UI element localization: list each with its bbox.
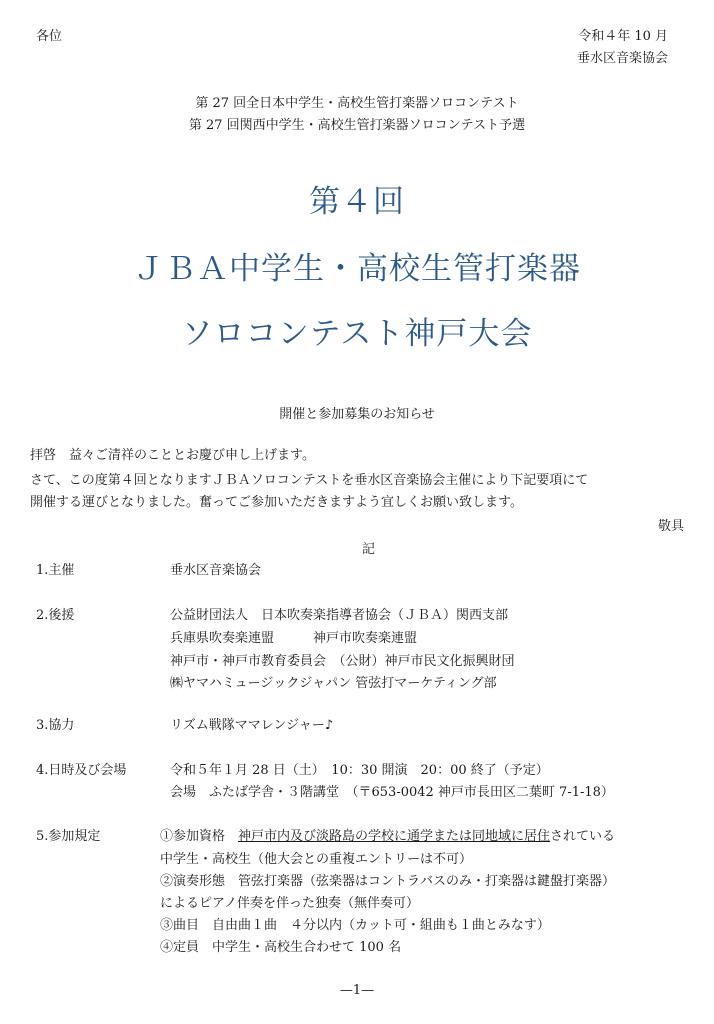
section-4-label: 4.日時及び会場 xyxy=(36,763,127,778)
page-number: —1— xyxy=(339,983,375,998)
section-4-line-2: 会場 ふたば学舎・３階講堂 （〒653-0042 神戸市長田区二葉町 7-1-18） xyxy=(170,785,614,800)
section-2-line-3: 神戸市・神戸市教育委員会 （公財）神戸市民文化振興財団 xyxy=(170,654,515,669)
subtitle: 開催と参加募集のお知らせ xyxy=(279,407,435,422)
title-line-2: ＪＢＡ中学生・高校生管打楽器 xyxy=(133,251,581,287)
preface-line-1: 第 27 回全日本中学生・高校生管打楽器ソロコンテスト xyxy=(195,96,519,111)
addressee: 各位 xyxy=(36,29,63,44)
section-3-label: 3.協力 xyxy=(36,718,75,733)
section-5-line-1 xyxy=(160,825,615,844)
section-5-line-6: ④定員 中学生・高校生合わせて 100 名 xyxy=(160,940,402,955)
eligibility-prefix: ①参加資格 xyxy=(160,829,239,844)
closing-word: 敬具 xyxy=(657,519,684,534)
title-line-1: 第４回 xyxy=(309,184,405,220)
section-4-line-1: 令和５年１月 28 日（土） 10：30 開演 20：00 終了（予定） xyxy=(170,763,549,778)
section-5-line-4: によるピアノ伴奏を伴った独奏（無伴奏可） xyxy=(160,896,419,911)
greeting-line-3: 開催する運びとなりました。奮ってご参加いただきますよう宜しくお願い致します。 xyxy=(30,495,523,510)
section-5-line-3: ②演奏形態 管弦打楽器（弦楽器はコントラバスのみ・打楽器は鍵盤打楽器） xyxy=(160,874,616,889)
title-line-3: ソロコンテスト神戸大会 xyxy=(181,316,533,352)
section-5-line-5: ③曲目 自由曲１曲 ４分以内（カット可・組曲も１曲とみなす） xyxy=(160,918,550,933)
section-1-value: 垂水区音楽協会 xyxy=(170,563,262,578)
section-2-line-2: 兵庫県吹奏楽連盟 神戸市吹奏楽連盟 xyxy=(170,631,418,646)
section-1-label: 1.主催 xyxy=(36,563,75,578)
greeting-line-1: 拝啓 益々ご清祥のこととお慶び申し上げます。 xyxy=(30,448,315,463)
greeting-line-2: さて、この度第４回となりますＪＢＡソロコンテストを垂水区音楽協会主催により下記要項にて xyxy=(30,473,589,488)
preface-line-2: 第 27 回関西中学生・高校生管打楽器ソロコンテスト予選 xyxy=(188,118,526,133)
issuing-organization: 垂水区音楽協会 xyxy=(576,51,668,66)
document-date: 令和４年 10 月 xyxy=(578,29,668,44)
section-2-label: 2.後援 xyxy=(36,608,75,623)
section-3-value: リズム戦隊ママレンジャー♪ xyxy=(170,718,334,733)
eligibility-underlined: 神戸市内及び淡路島の学校に通学または同地域に居住 xyxy=(238,829,551,844)
ki-marker: 記 xyxy=(362,542,376,557)
section-2-line-1: 公益財団法人 日本吹奏楽指導者協会（ＪＢＡ）関西支部 xyxy=(170,608,509,623)
section-5-label: 5.参加規定 xyxy=(36,829,101,844)
section-5-line-2: 中学生・高校生（他大会との重複エントリーは不可） xyxy=(160,852,473,867)
eligibility-suffix: されている xyxy=(550,829,616,844)
section-2-line-4: ㈱ヤマハミュージックジャパン 管弦打マーケティング部 xyxy=(170,676,497,691)
